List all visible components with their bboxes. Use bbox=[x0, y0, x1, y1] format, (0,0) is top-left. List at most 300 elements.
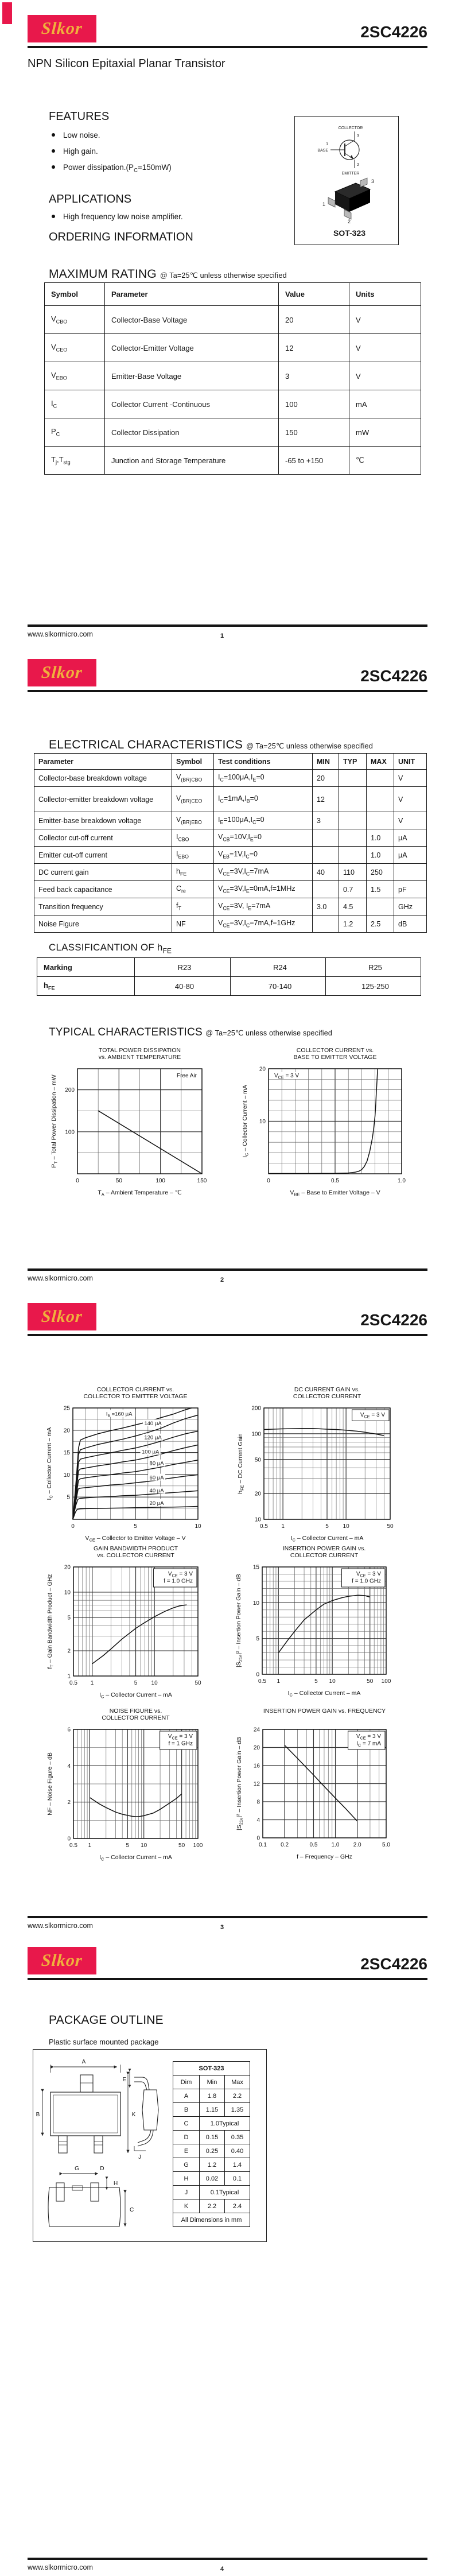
x-tick-label: 10 bbox=[329, 1678, 336, 1685]
chart-annotation: $V_{CE} = 3$ V bbox=[356, 1733, 381, 1741]
table-cell: Junction and Storage Temperature bbox=[105, 447, 279, 475]
table-cell: 125-250 bbox=[326, 977, 421, 996]
table-cell: $I_{CBO}$ bbox=[172, 829, 214, 847]
table-row bbox=[45, 306, 421, 334]
table-cell bbox=[313, 915, 339, 933]
chart-noise-figure-vs-collector-current bbox=[45, 1705, 207, 1868]
dim-D-label: D bbox=[100, 2166, 104, 2172]
x-tick-label: 0 bbox=[76, 1178, 79, 1184]
table-cell: $I_{EBO}$ bbox=[172, 847, 214, 864]
x-axis-title: $I_C$ – Collector Current – mA bbox=[99, 1854, 172, 1862]
table-cell: 110 bbox=[339, 864, 367, 881]
table-cell: Collector-Base Voltage bbox=[105, 306, 279, 334]
pin2-label: 2 bbox=[357, 163, 359, 167]
package-pinout-box bbox=[294, 116, 399, 245]
table-cell: R23 bbox=[135, 958, 231, 977]
table-cell: Emitter cut-off current bbox=[34, 847, 172, 864]
curve-label: 40 μA bbox=[149, 1488, 164, 1495]
table-cell: 4.5 bbox=[339, 898, 367, 915]
part-number: 2SC4226 bbox=[360, 1955, 427, 1973]
table-cell: 40-80 bbox=[135, 977, 231, 996]
table-row bbox=[173, 2158, 250, 2172]
table-cell: 12 bbox=[279, 334, 349, 362]
x-tick-label: 5 bbox=[325, 1523, 329, 1530]
ordering-heading: ORDERING INFORMATION bbox=[49, 231, 193, 243]
table-cell: $V_{EBO}$ bbox=[45, 362, 105, 390]
y-tick-label: 15 bbox=[63, 1450, 70, 1457]
table-cell: 0.35 bbox=[225, 2131, 250, 2144]
features-heading: FEATURES bbox=[49, 110, 110, 123]
header-rule bbox=[28, 690, 427, 692]
table-cell: 0.1Typical bbox=[200, 2186, 250, 2199]
dim-J-label: J bbox=[138, 2154, 141, 2160]
table-cell: H bbox=[173, 2172, 200, 2186]
table-row bbox=[45, 447, 421, 475]
header-rule bbox=[28, 1334, 427, 1336]
footer-page-number: 1 bbox=[220, 633, 224, 639]
table-header-cell: Value bbox=[279, 283, 349, 306]
elec-condition: @ Ta=25℃ unless otherwise specified bbox=[246, 742, 373, 750]
table-cell: Feed back capacitance bbox=[34, 881, 172, 898]
table-header-cell: MIN bbox=[313, 754, 339, 770]
x-tick-label: 0.2 bbox=[281, 1842, 289, 1848]
chart-title: COLLECTOR CURRENT bbox=[102, 1714, 170, 1721]
table-row bbox=[45, 283, 421, 306]
slkor-logo-text: Slkor bbox=[41, 19, 84, 38]
table-row bbox=[34, 915, 427, 933]
table-cell bbox=[367, 770, 394, 787]
table-cell: 1.5 bbox=[367, 881, 394, 898]
table-row bbox=[173, 2131, 250, 2144]
feature-text: Low noise. bbox=[63, 131, 100, 139]
table-cell bbox=[339, 829, 367, 847]
table-cell: 2.2 bbox=[200, 2199, 225, 2213]
table-cell bbox=[367, 898, 394, 915]
y-tick-label: 5 bbox=[67, 1615, 71, 1621]
y-tick-label: 20 bbox=[253, 1745, 260, 1751]
table-header-cell: Units bbox=[349, 283, 421, 306]
x-tick-label: 1 bbox=[281, 1523, 285, 1530]
dim-G-label: G bbox=[75, 2166, 79, 2172]
table-cell: B bbox=[173, 2103, 200, 2117]
y-axis-title: $I_C$ – Collector Current – mA bbox=[46, 1427, 54, 1500]
table-cell: $V_{CBO}$ bbox=[45, 306, 105, 334]
footer-website: www.slkormicro.com bbox=[28, 2563, 93, 2571]
chart-title: COLLECTOR CURRENT bbox=[290, 1552, 359, 1559]
red-corner-mark bbox=[2, 2, 12, 24]
max-rating-table bbox=[44, 282, 421, 475]
y-tick-label: 8 bbox=[256, 1799, 260, 1806]
max-rating-title: MAXIMUM RATING bbox=[49, 267, 157, 281]
x-tick-label: 0 bbox=[267, 1178, 270, 1184]
curve-label: 80 μA bbox=[149, 1460, 164, 1467]
y-tick-label: 10 bbox=[63, 1472, 70, 1479]
table-cell: 0.15 bbox=[200, 2131, 225, 2144]
curve-label: 140 μA bbox=[144, 1420, 162, 1427]
feature-text: Power $dissipation.(P_C=150mW)$ bbox=[63, 163, 172, 174]
table-header-cell: UNIT bbox=[394, 754, 427, 770]
table-cell: μA bbox=[394, 829, 427, 847]
table-cell: V bbox=[394, 770, 427, 787]
table-row bbox=[173, 2075, 250, 2089]
package-diagram bbox=[295, 117, 398, 245]
x-axis-title: $I_C$ – Collector Current – mA bbox=[290, 1535, 364, 1543]
dim-A-label: A bbox=[81, 2059, 86, 2065]
table-cell: 2.4 bbox=[225, 2199, 250, 2213]
table-row bbox=[45, 390, 421, 418]
table-cell bbox=[313, 829, 339, 847]
y-tick-label: 100 bbox=[65, 1129, 75, 1136]
table-cell: -65 to +150 bbox=[279, 447, 349, 475]
feature-text: High gain. bbox=[63, 147, 98, 156]
x-tick-label: 5 bbox=[314, 1678, 318, 1685]
y-tick-label: 4 bbox=[256, 1817, 260, 1824]
table-cell: $V_{(BR)CBO}$ bbox=[172, 770, 214, 787]
table-cell: $h_{FE}$ bbox=[172, 864, 214, 881]
package-dimensions-table bbox=[173, 2061, 250, 2227]
chart-total-power-dissipation-vs-ambient-temperature bbox=[49, 1045, 211, 1204]
header-rule bbox=[28, 46, 427, 48]
x-tick-label: 1.0 bbox=[398, 1178, 406, 1184]
x-tick-label: 1 bbox=[90, 1680, 94, 1686]
application-text: High frequency low noise amplifier. bbox=[63, 212, 183, 221]
footer-page-number: 2 bbox=[220, 1277, 224, 1283]
chart-annotation: $V_{CE} = 3$ V bbox=[356, 1571, 381, 1578]
chart-gain-bandwidth-product-vs-collector-current bbox=[45, 1543, 207, 1706]
table-header-cell: Symbol bbox=[45, 283, 105, 306]
table-cell: $P_C$ bbox=[45, 418, 105, 447]
table-cell: Min bbox=[200, 2075, 225, 2089]
page-title: NPN Silicon Epitaxial Planar Transistor bbox=[28, 57, 225, 70]
y-axis-title: $|S_{21e}|^2$ – Insertion Power Gain – dB bbox=[236, 1737, 244, 1830]
table-cell: NF bbox=[172, 915, 214, 933]
x-tick-label: 1 bbox=[277, 1678, 281, 1685]
table-cell bbox=[367, 787, 394, 812]
table-row bbox=[173, 2144, 250, 2158]
table-row bbox=[173, 2213, 250, 2227]
curve-label: 120 μA bbox=[144, 1434, 162, 1441]
bullet-icon bbox=[52, 149, 55, 153]
slkor-logo-text: Slkor bbox=[41, 663, 84, 682]
series-PT bbox=[98, 1111, 202, 1174]
table-header-cell: Parameter bbox=[34, 754, 172, 770]
table-cell: $V_{CE}=3V,I_E=0mA,f=1MHz$ bbox=[214, 881, 313, 898]
table-cell: 1.15 bbox=[200, 2103, 225, 2117]
series-S21e2(f) bbox=[285, 1745, 357, 1821]
table-cell: 40 bbox=[313, 864, 339, 881]
table-cell: $I_C=100\mu A,I_E=0$ bbox=[214, 770, 313, 787]
typical-characteristics-heading bbox=[49, 1026, 332, 1039]
table-row bbox=[173, 2199, 250, 2213]
table-cell: $V_{CE}=3V,I_C=7mA$ bbox=[214, 864, 313, 881]
y-tick-label: 4 bbox=[67, 1763, 71, 1770]
table-cell: 0.1 bbox=[225, 2172, 250, 2186]
header-rule bbox=[28, 1978, 427, 1980]
collector-label: COLLECTOR bbox=[338, 126, 363, 130]
x-tick-label: 0.5 bbox=[309, 1842, 318, 1848]
y-tick-label: 100 bbox=[251, 1431, 261, 1438]
slkor-logo bbox=[28, 1303, 96, 1330]
table-cell: C bbox=[173, 2117, 200, 2131]
chart-title: DC CURRENT GAIN vs. bbox=[294, 1386, 360, 1393]
curve-label: 60 μA bbox=[149, 1475, 164, 1481]
chart-annotation: Free Air bbox=[176, 1073, 197, 1079]
table-row bbox=[34, 829, 427, 847]
table-cell: mW bbox=[349, 418, 421, 447]
classification-heading: CLASSIFICANTION OF $h_{FE}$ bbox=[49, 942, 172, 955]
y-tick-label: 0 bbox=[256, 1835, 260, 1842]
table-cell: dB bbox=[394, 915, 427, 933]
y-axis-title: $h_{FE}$ – DC Current Gain bbox=[237, 1433, 245, 1494]
slkor-logo-text: Slkor bbox=[41, 1951, 84, 1970]
table-cell: K bbox=[173, 2199, 200, 2213]
feature-item bbox=[52, 147, 98, 156]
footer-website: www.slkormicro.com bbox=[28, 630, 93, 638]
chart-annotation: $V_{CE} = 3$ V bbox=[360, 1412, 385, 1419]
footer-rule bbox=[28, 1268, 427, 1271]
x-axis-title: f – Frequency – GHz bbox=[297, 1853, 352, 1860]
x-tick-label: 0.1 bbox=[259, 1842, 267, 1848]
x-tick-label: 0.5 bbox=[69, 1680, 77, 1686]
table-cell: E bbox=[173, 2144, 200, 2158]
slkor-logo bbox=[28, 659, 96, 686]
table-cell: 1.0Typical bbox=[200, 2117, 250, 2131]
chart-title: COLLECTOR TO EMITTER VOLTAGE bbox=[83, 1393, 188, 1400]
y-tick-label: 24 bbox=[253, 1727, 260, 1733]
table-row bbox=[45, 334, 421, 362]
pkg-pin3-label: 3 bbox=[371, 179, 375, 184]
table-cell: Collector-emitter breakdown voltage bbox=[34, 787, 172, 812]
table-cell: 12 bbox=[313, 787, 339, 812]
y-axis-title: $|S_{21e}|^2$ – Insertion Power Gain – dB bbox=[235, 1574, 243, 1667]
table-cell: 0.40 bbox=[225, 2144, 250, 2158]
dim-B-label: B bbox=[36, 2112, 40, 2118]
x-tick-label: 5 bbox=[134, 1523, 137, 1530]
y-tick-label: 20 bbox=[259, 1066, 266, 1073]
table-cell: $V_{(BR)EBO}$ bbox=[172, 812, 214, 829]
table-cell bbox=[313, 847, 339, 864]
x-tick-label: 10 bbox=[141, 1842, 147, 1849]
hfe-classification-table bbox=[37, 957, 421, 996]
y-tick-label: 5 bbox=[256, 1636, 259, 1643]
table-header-cell: Symbol bbox=[172, 754, 214, 770]
table-cell: 20 bbox=[313, 770, 339, 787]
elec-title: ELECTRICAL CHARACTERISTICS bbox=[49, 738, 243, 751]
table-cell: 3 bbox=[279, 362, 349, 390]
table-row bbox=[34, 787, 427, 812]
table-cell: Collector Current -Continuous bbox=[105, 390, 279, 418]
bullet-icon bbox=[52, 215, 55, 218]
y-tick-label: 12 bbox=[253, 1781, 260, 1787]
x-tick-label: 100 bbox=[155, 1178, 166, 1184]
elec-characteristics-table bbox=[34, 753, 427, 933]
table-header-cell: Parameter bbox=[105, 283, 279, 306]
table-cell: Collector cut-off current bbox=[34, 829, 172, 847]
table-cell: Dim bbox=[173, 2075, 200, 2089]
x-axis-title: $T_A$ – Ambient Temperature – ℃ bbox=[98, 1189, 182, 1197]
table-cell: R25 bbox=[326, 958, 421, 977]
table-cell: pF bbox=[394, 881, 427, 898]
x-axis-title: $V_{BE}$ – Base to Emitter Voltage – V bbox=[290, 1189, 380, 1197]
table-cell: $I_E=100\mu A,I_C=0$ bbox=[214, 812, 313, 829]
y-axis-title: $P_T$ – Total Power Dissipation – mW bbox=[50, 1074, 59, 1168]
table-header-cell: MAX bbox=[367, 754, 394, 770]
footer-website: www.slkormicro.com bbox=[28, 1274, 93, 1282]
y-tick-label: 6 bbox=[67, 1727, 71, 1733]
x-tick-label: 10 bbox=[195, 1523, 201, 1530]
table-cell: 150 bbox=[279, 418, 349, 447]
base-label: BASE bbox=[317, 149, 328, 153]
emitter-label: EMITTER bbox=[341, 172, 360, 176]
footer-page-number: 3 bbox=[220, 1924, 224, 1931]
table-cell: Collector-Emitter Voltage bbox=[105, 334, 279, 362]
slkor-logo-text: Slkor bbox=[41, 1307, 84, 1326]
table-cell: 70-140 bbox=[231, 977, 326, 996]
x-tick-label: 50 bbox=[367, 1678, 374, 1685]
x-tick-label: 50 bbox=[387, 1523, 394, 1530]
table-cell: V bbox=[349, 306, 421, 334]
table-cell: GHz bbox=[394, 898, 427, 915]
chart-title: COLLECTOR CURRENT vs. bbox=[96, 1386, 174, 1393]
y-axis-title: NF – Noise Figure – dB bbox=[46, 1752, 53, 1815]
package-name-label: SOT-323 bbox=[333, 228, 366, 238]
dim-C-label: C bbox=[130, 2207, 134, 2213]
table-cell: ℃ bbox=[349, 447, 421, 475]
feature-item bbox=[52, 131, 100, 139]
footer-rule bbox=[28, 624, 427, 627]
table-cell: 1.8 bbox=[200, 2089, 225, 2103]
footer-rule bbox=[28, 2558, 427, 2560]
chart-annotation: f = 1.0 GHz bbox=[164, 1578, 193, 1585]
table-cell: D bbox=[173, 2131, 200, 2144]
dim-E-label: E bbox=[122, 2077, 127, 2083]
x-tick-label: 1 bbox=[88, 1842, 92, 1849]
chart-collector-current-vs-base-emitter-voltage bbox=[240, 1045, 411, 1204]
table-row bbox=[173, 2172, 250, 2186]
typical-title: TYPICAL CHARACTERISTICS bbox=[49, 1026, 203, 1038]
table-cell: $f_T$ bbox=[172, 898, 214, 915]
y-tick-label: 25 bbox=[63, 1405, 70, 1412]
table-cell: 3.0 bbox=[313, 898, 339, 915]
series-NF bbox=[90, 1794, 181, 1817]
table-row bbox=[34, 881, 427, 898]
table-row bbox=[173, 2062, 250, 2075]
table-row bbox=[34, 864, 427, 881]
footer-page-number: 4 bbox=[220, 2566, 224, 2573]
y-tick-label: 0 bbox=[256, 1671, 259, 1678]
x-tick-label: 100 bbox=[193, 1842, 203, 1849]
table-cell: V bbox=[394, 787, 427, 812]
part-number: 2SC4226 bbox=[360, 667, 427, 685]
x-tick-label: 50 bbox=[115, 1178, 122, 1184]
table-cell bbox=[339, 787, 367, 812]
table-row bbox=[45, 418, 421, 447]
table-cell: $C_{re}$ bbox=[172, 881, 214, 898]
table-cell bbox=[339, 847, 367, 864]
x-axis-title: $I_C$ – Collector Current – mA bbox=[287, 1690, 361, 1698]
table-cell: 250 bbox=[367, 864, 394, 881]
applications-heading: APPLICATIONS bbox=[49, 193, 132, 205]
table-cell bbox=[394, 864, 427, 881]
chart-insertion-power-gain-vs-frequency bbox=[234, 1705, 395, 1868]
table-cell: Emitter-base breakdown voltage bbox=[34, 812, 172, 829]
x-tick-label: 5.0 bbox=[382, 1842, 390, 1848]
chart-annotation: f = 1 GHz bbox=[168, 1740, 193, 1747]
y-tick-label: 16 bbox=[253, 1763, 260, 1770]
table-cell: Marking bbox=[37, 958, 135, 977]
y-tick-label: 200 bbox=[65, 1087, 75, 1094]
table-cell: SOT-323 bbox=[173, 2062, 250, 2075]
x-tick-label: 50 bbox=[195, 1680, 201, 1686]
y-tick-label: 5 bbox=[67, 1494, 70, 1501]
table-cell: 100 bbox=[279, 390, 349, 418]
table-row bbox=[173, 2117, 250, 2131]
x-tick-label: 0.5 bbox=[69, 1842, 77, 1849]
chart-annotation: $V_{CE} = 3$ V bbox=[168, 1571, 193, 1578]
table-cell: 2.2 bbox=[225, 2089, 250, 2103]
y-tick-label: 15 bbox=[252, 1564, 259, 1571]
chart-title: INSERTION POWER GAIN vs. bbox=[282, 1545, 366, 1552]
table-cell: $V_{EB}=1V,I_C=0$ bbox=[214, 847, 313, 864]
footer-website: www.slkormicro.com bbox=[28, 1922, 93, 1930]
table-cell: 2.5 bbox=[367, 915, 394, 933]
curve-label: $I_B =160$ μA bbox=[106, 1411, 133, 1419]
series-hFE bbox=[264, 1429, 384, 1436]
table-cell: 1.35 bbox=[225, 2103, 250, 2117]
pkg-pin1-label: 1 bbox=[322, 201, 326, 207]
table-cell: J bbox=[173, 2186, 200, 2199]
max-rating-heading bbox=[49, 267, 287, 281]
table-row bbox=[34, 770, 427, 787]
x-tick-label: 10 bbox=[343, 1523, 349, 1530]
table-cell: 1.2 bbox=[339, 915, 367, 933]
x-tick-label: 0.5 bbox=[331, 1178, 339, 1184]
chart-title: GAIN BANDWIDTH PRODUCT bbox=[94, 1545, 178, 1552]
table-cell: Collector Dissipation bbox=[105, 418, 279, 447]
table-cell bbox=[339, 812, 367, 829]
x-tick-label: 10 bbox=[151, 1680, 158, 1686]
x-tick-label: 2.0 bbox=[353, 1842, 361, 1848]
chart-annotation: f = 1.0 GHz bbox=[352, 1578, 381, 1585]
table-row bbox=[173, 2089, 250, 2103]
table-cell: $I_C=1mA,I_B=0$ bbox=[214, 787, 313, 812]
table-row bbox=[34, 898, 427, 915]
table-cell: mA bbox=[349, 390, 421, 418]
x-tick-label: 0 bbox=[71, 1523, 75, 1530]
table-header-cell: TYP bbox=[339, 754, 367, 770]
table-cell: Max bbox=[225, 2075, 250, 2089]
chart-title: COLLECTOR CURRENT vs. bbox=[296, 1047, 374, 1054]
table-cell bbox=[339, 770, 367, 787]
x-tick-label: 5 bbox=[134, 1680, 138, 1686]
x-tick-label: 5 bbox=[126, 1842, 130, 1849]
table-cell: 3 bbox=[313, 812, 339, 829]
x-tick-label: 50 bbox=[178, 1842, 185, 1849]
table-cell bbox=[313, 881, 339, 898]
y-axis-title: $I_C$ – Collector Current – mA bbox=[242, 1085, 250, 1158]
chart-title: vs. AMBIENT TEMPERATURE bbox=[98, 1054, 181, 1061]
table-cell: 1.0 bbox=[367, 847, 394, 864]
pkg-pin2-label: 2 bbox=[348, 219, 351, 224]
table-row bbox=[45, 362, 421, 390]
table-cell: $I_C$ bbox=[45, 390, 105, 418]
chart-annotation: $V_{CE} = 3$ V bbox=[168, 1733, 193, 1741]
y-tick-label: 2 bbox=[67, 1799, 71, 1806]
table-cell: V bbox=[394, 812, 427, 829]
typical-condition: @ Ta=25℃ unless otherwise specified bbox=[205, 1029, 333, 1037]
bullet-icon bbox=[52, 133, 55, 137]
table-row bbox=[37, 958, 421, 977]
